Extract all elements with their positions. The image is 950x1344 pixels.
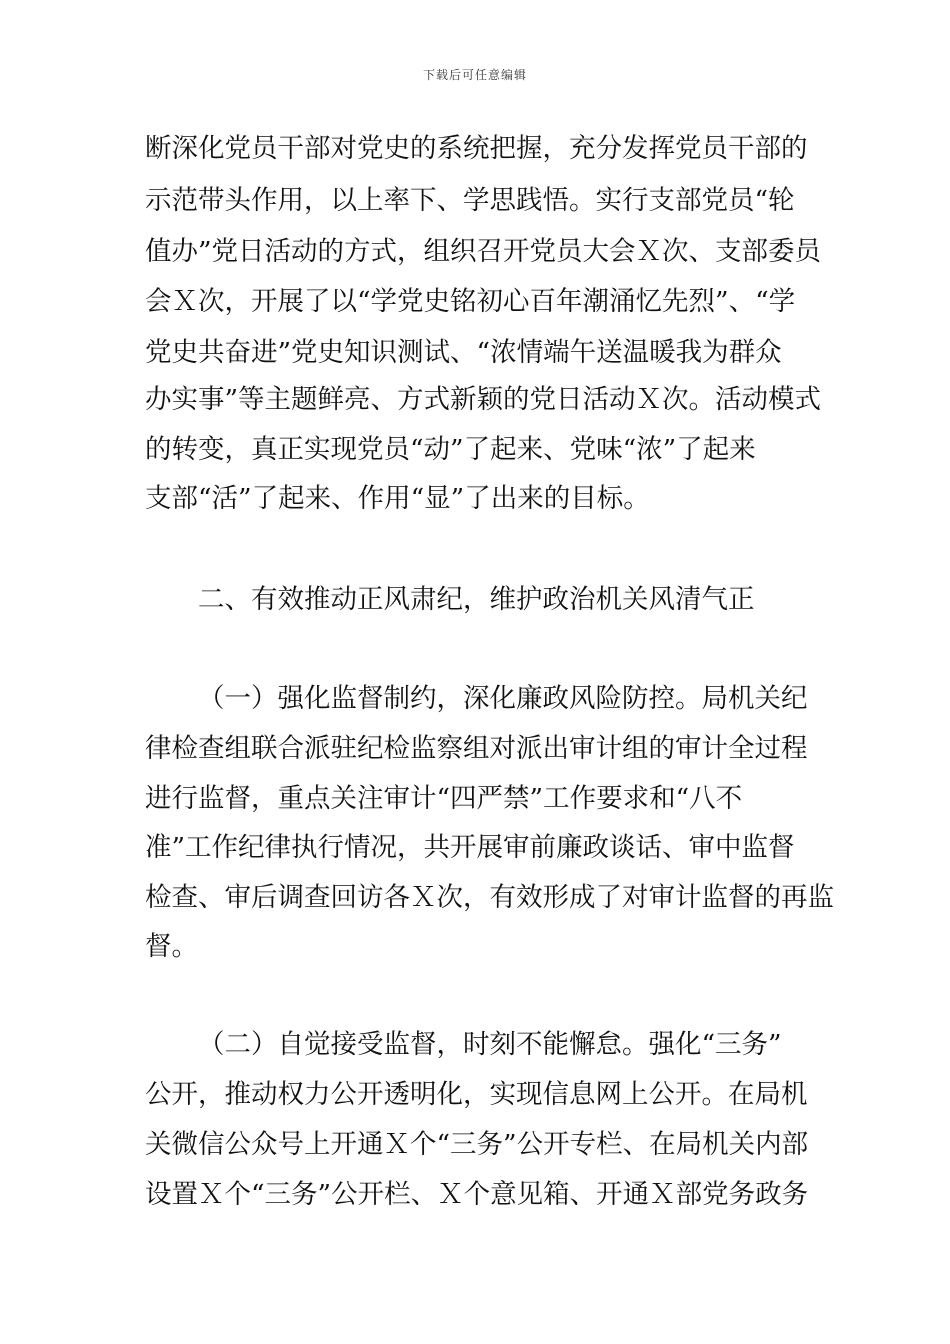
body-text-line: 设置Ｘ个“三务”公开栏、Ｘ个意见箱、开通Ｘ部党务政务 (145, 1179, 809, 1210)
body-text-line: 的转变，真正实现党员“动”了起来、党味“浓”了起来 (145, 434, 756, 465)
body-text-line: 关微信公众号上开通Ｘ个“三务”公开专栏、在局机关内部 (145, 1129, 809, 1160)
body-text-line: 律检查组联合派驻纪检监察组对派出审计组的审计全过程 (145, 733, 808, 764)
body-text-line: 公开，推动权力公开透明化，实现信息网上公开。在局机 (145, 1079, 808, 1110)
body-text-line: 值办”党日活动的方式，组织召开党员大会Ｘ次、支部委员 (145, 236, 822, 267)
body-text-line: 督。 (145, 931, 198, 962)
body-text-line: 检查、审后调查回访各Ｘ次，有效形成了对审计监督的再监 (145, 882, 834, 913)
page-header: 下载后可任意编辑 (422, 68, 527, 82)
body-text-line: 示范带头作用，以上率下、学思践悟。实行支部党员“轮 (145, 185, 795, 216)
body-text-line: 断深化党员干部对党史的系统把握，充分发挥党员干部的 (145, 133, 808, 164)
body-text-line: 支部“活”了起来、作用“显”了出来的目标。 (145, 483, 650, 514)
body-text-line: 进行监督，重点关注审计“四严禁”工作要求和“八不 (145, 783, 743, 814)
body-text-line: 会Ｘ次，开展了以“学党史铭初心百年潮涌忆先烈”、“学 (145, 286, 796, 317)
body-text-line: （一）强化监督制约，深化廉政风险防控。局机关纪 (198, 683, 808, 714)
section-heading: 二、有效推动正风肃纪，维护政治机关风清气正 (198, 584, 755, 615)
body-text-line: 党史共奋进”党史知识测试、“浓情端午送温暖我为群众 (145, 337, 782, 368)
body-text-line: 办实事”等主题鲜亮、方式新颖的党日活动Ｘ次。活动模式 (145, 384, 822, 415)
body-text-line: 准”工作纪律执行情况，共开展审前廉政谈话、审中监督 (145, 832, 795, 863)
body-text-line: （二）自觉接受监督，时刻不能懈怠。强化“三务” (198, 1029, 782, 1060)
